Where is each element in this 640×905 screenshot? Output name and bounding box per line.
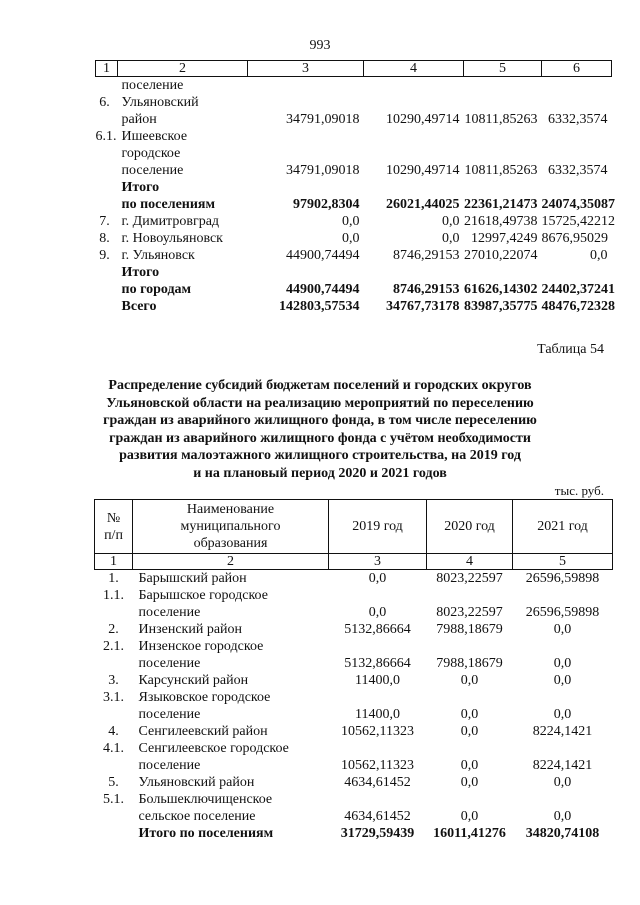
table-row [96, 128, 612, 145]
table-row [95, 808, 613, 825]
table-cell: 10290,49714 [386, 163, 460, 178]
table-cell: 12997,4249 [471, 231, 538, 246]
table-cell: 8224,1421 [532, 758, 593, 773]
title-line: Распределение субсидий бюджетам поселений и городских округов [108, 378, 532, 393]
table-row [95, 638, 613, 655]
table-cell: Барышский район [138, 571, 247, 586]
header-name [133, 500, 329, 554]
table-cell: 15725,42212 [541, 214, 615, 229]
table-cell: 26021,44025 [386, 197, 460, 212]
table-cell [95, 825, 133, 842]
table-cell: Инзенский район [138, 622, 243, 637]
table-cell: 0,0 [368, 571, 387, 586]
table-cell: 5.1. [103, 792, 124, 807]
column-number-row [95, 554, 613, 570]
table-cell [464, 128, 542, 145]
column-number: 2 [133, 554, 329, 570]
table-cell: 0,0 [342, 214, 360, 229]
table-cell [427, 740, 513, 757]
table-cell: 3.1. [103, 690, 124, 705]
column-number: 5 [464, 61, 542, 77]
title-line: и на плановый период 2020 и 2021 годов [193, 465, 447, 481]
table-cell: поселение [138, 605, 201, 620]
table-cell: 4.1. [103, 741, 124, 756]
column-number: 3 [248, 61, 364, 77]
table-cell: Ульяновский [121, 95, 199, 110]
title-line: Ульяновской области на реализацию мероприятий по переселению [106, 395, 534, 411]
table-cell [95, 655, 133, 672]
table-cell: 0,0 [460, 724, 479, 739]
table-cell: г. Ульяновск [121, 248, 195, 263]
table-cell: 27010,22074 [464, 248, 538, 263]
table-cell: 2.1. [103, 639, 124, 654]
table-cell: 0,0 [553, 656, 572, 671]
table-cell: 6. [99, 95, 110, 110]
title-line: граждан из аварийного жилищного фонда, в том числе переселению [103, 413, 537, 428]
table-cell [96, 111, 118, 128]
table-cell: 6332,3574 [548, 163, 608, 178]
table-row [96, 111, 612, 128]
table-cell: Инзенское городское [138, 639, 264, 654]
subsidy-table-continuation [95, 60, 615, 315]
table-cell: 0,0 [460, 673, 479, 688]
title-line: граждан из аварийного жилищного фонда с учётом необходимости [109, 430, 531, 446]
table-cell: 8. [99, 231, 110, 246]
table-cell: 44900,74494 [286, 248, 360, 263]
table-cell: 10290,49714 [386, 112, 460, 127]
table-row [95, 570, 613, 588]
table-cell: Итого по поселениям [138, 826, 274, 841]
table-cell: 0,0 [553, 809, 572, 824]
table-cell: поселение [138, 656, 201, 671]
table-cell [464, 264, 542, 281]
header-2020: 2020 год [427, 500, 513, 554]
table-cell: 0,0 [342, 231, 360, 246]
header-number-line: п/п [104, 527, 123, 543]
table-cell: 11400,0 [355, 673, 400, 688]
table-row [96, 230, 612, 247]
table-cell [95, 757, 133, 774]
table-cell: 8023,22597 [436, 605, 503, 620]
table-cell: Ишеевское [121, 129, 188, 144]
table-cell: Итого [121, 180, 160, 195]
table-cell: 44900,74494 [286, 282, 360, 297]
page-number: 993 [309, 38, 331, 53]
table-cell: Барышское городское [138, 588, 268, 603]
column-number: 1 [95, 554, 133, 570]
table-cell: Карсунский район [138, 673, 249, 688]
table-cell: 16011,41276 [433, 826, 506, 841]
table-cell: г. Димитровград [121, 214, 220, 229]
table-cell: 0,0 [553, 673, 572, 688]
table-cell [364, 94, 464, 111]
table-cell: городское [121, 146, 181, 161]
table-cell [96, 179, 118, 196]
table-cell: 24074,35087 [541, 197, 615, 212]
table-cell [427, 791, 513, 808]
header-name-line: муниципального [180, 519, 281, 534]
table-cell: 10562,11323 [341, 724, 414, 739]
table-cell: 26596,59898 [525, 605, 600, 620]
header-number [95, 500, 133, 554]
table-cell: 7988,18679 [436, 656, 503, 671]
table-cell: 0,0 [460, 758, 479, 773]
table-cell [329, 638, 427, 655]
header-2019: 2019 год [329, 500, 427, 554]
table-cell: 34820,74108 [525, 826, 600, 841]
table-cell: 26596,59898 [525, 571, 600, 586]
table-cell [95, 706, 133, 723]
table-cell [513, 638, 613, 655]
table-row [96, 145, 612, 162]
table-row [95, 825, 613, 842]
table-row [96, 162, 612, 179]
table-title [100, 377, 540, 482]
table-cell [513, 791, 613, 808]
table-cell [513, 689, 613, 706]
table-cell: 0,0 [553, 707, 572, 722]
table-cell [464, 77, 542, 95]
table-cell: Языковское городское [138, 690, 271, 705]
table-cell [427, 689, 513, 706]
table-row [95, 621, 613, 638]
table-cell [95, 604, 133, 621]
table-cell: Большеключищенское [138, 792, 273, 807]
table-cell: 5. [108, 775, 119, 790]
subsidy-table-54 [94, 499, 613, 842]
table-cell: 5132,86664 [344, 622, 411, 637]
table-cell: 10562,11323 [341, 758, 414, 773]
table-cell: 0,0 [442, 214, 460, 229]
table-cell: 22361,21473 [464, 197, 538, 212]
table-cell: район [121, 112, 157, 127]
table-cell: Сенгилеевский район [138, 724, 268, 739]
table-cell: 0,0 [442, 231, 460, 246]
table-cell [513, 587, 613, 604]
table-cell [542, 94, 612, 111]
column-number: 5 [513, 554, 613, 570]
table-cell: 8746,29153 [393, 282, 460, 297]
table-cell [542, 145, 612, 162]
table-cell [248, 179, 364, 196]
table-cell: 7. [99, 214, 110, 229]
table-cell [464, 145, 542, 162]
table-row [96, 298, 612, 315]
table-cell: 8746,29153 [393, 248, 460, 263]
table-label: Таблица 54 [537, 342, 604, 357]
column-number: 4 [364, 61, 464, 77]
table-cell [364, 128, 464, 145]
table-cell: 6332,3574 [548, 112, 608, 127]
table-cell [329, 791, 427, 808]
column-number-row [96, 61, 612, 77]
header-name-line: Наименование [186, 502, 275, 517]
table-row [96, 94, 612, 111]
table-row [95, 672, 613, 689]
table-cell [329, 587, 427, 604]
table-cell [329, 689, 427, 706]
table-cell: 34791,09018 [286, 112, 360, 127]
table-cell: 2. [108, 622, 119, 637]
table-row [96, 264, 612, 281]
table-cell: 11400,0 [355, 707, 400, 722]
table-cell [248, 128, 364, 145]
table-cell: 4634,61452 [344, 809, 411, 824]
table-cell: 5132,86664 [344, 656, 411, 671]
table-row [95, 757, 613, 774]
header-2021: 2021 год [513, 500, 613, 554]
table-row [95, 587, 613, 604]
table-cell [95, 808, 133, 825]
units-label: тыс. руб. [554, 483, 604, 498]
table-cell: 31729,59439 [340, 826, 415, 841]
table-cell: 6.1. [95, 129, 117, 144]
table-cell: 8676,95029 [541, 231, 608, 246]
table-cell: 34767,73178 [386, 299, 460, 314]
table-cell: 7988,18679 [436, 622, 503, 637]
table-cell: поселение [138, 707, 201, 722]
table-cell: 1.1. [103, 588, 124, 603]
table-cell [542, 264, 612, 281]
table-cell: поселение [121, 163, 184, 178]
table-cell [364, 179, 464, 196]
table-cell: 97902,8304 [293, 197, 360, 212]
table-row [95, 706, 613, 723]
header-number-line: № [106, 510, 121, 526]
table-cell: 0,0 [553, 622, 572, 637]
column-number: 6 [542, 61, 612, 77]
table-cell: г. Новоульяновск [121, 231, 223, 246]
table-row [96, 213, 612, 230]
table-cell: по городам [121, 282, 192, 297]
table-row [95, 689, 613, 706]
title-line: развития малоэтажного жилищного строительства, на 2019 год [119, 448, 521, 463]
table-cell: 0,0 [460, 775, 479, 790]
table-cell [329, 740, 427, 757]
table-cell: 10811,85263 [464, 112, 538, 127]
table-row [96, 179, 612, 196]
table-cell [542, 179, 612, 196]
table-cell: 142803,57534 [279, 299, 360, 314]
table-cell: 1. [108, 571, 119, 586]
table-cell: 0,0 [460, 707, 479, 722]
table-cell: 34791,09018 [286, 163, 360, 178]
table-cell: 3. [108, 673, 119, 688]
table-cell: Ульяновский район [138, 775, 255, 790]
table-cell [464, 94, 542, 111]
table-cell: 8224,1421 [532, 724, 593, 739]
table-cell: поселение [121, 78, 184, 93]
table-row [95, 655, 613, 672]
table-cell: 0,0 [553, 775, 572, 790]
table-row [95, 723, 613, 740]
table-row [95, 791, 613, 808]
table-cell [96, 77, 118, 95]
table-cell: 24402,37241 [541, 282, 615, 297]
table-cell: 0,0 [368, 605, 387, 620]
table-row [95, 604, 613, 621]
table-cell: 83987,35775 [464, 299, 538, 314]
table-cell: поселение [138, 758, 201, 773]
table-cell: 61626,14302 [464, 282, 538, 297]
table-cell [464, 179, 542, 196]
table-cell [364, 145, 464, 162]
table-cell [542, 128, 612, 145]
table-cell: Всего [121, 299, 157, 314]
table-cell: Сенгилеевское городское [138, 741, 289, 756]
table-cell: 10811,85263 [464, 163, 538, 178]
header-name-line: образования [193, 536, 268, 551]
column-number: 3 [329, 554, 427, 570]
table-cell [96, 162, 118, 179]
table-cell: 8023,22597 [436, 571, 503, 586]
column-number: 1 [96, 61, 118, 77]
table-cell [248, 145, 364, 162]
table-cell: 48476,72328 [541, 299, 615, 314]
table-cell [364, 264, 464, 281]
table-cell [96, 145, 118, 162]
table-cell [542, 77, 612, 95]
table-row [96, 196, 612, 213]
table-cell: сельское поселение [138, 809, 256, 824]
table-cell: 0,0 [460, 809, 479, 824]
table-row [95, 740, 613, 757]
table-row [96, 77, 612, 95]
column-number: 4 [427, 554, 513, 570]
table-cell [96, 264, 118, 281]
table-cell [513, 740, 613, 757]
column-number: 2 [118, 61, 248, 77]
table-cell: Итого [121, 265, 160, 280]
table-cell [248, 77, 364, 95]
table-cell [427, 638, 513, 655]
table-row [96, 247, 612, 264]
table-cell [427, 587, 513, 604]
table-cell [96, 281, 118, 298]
table-row [95, 774, 613, 791]
table-row [96, 281, 612, 298]
header-row [95, 500, 613, 554]
table-cell: по поселениям [121, 197, 216, 212]
table-cell [364, 77, 464, 95]
table-cell: 0,0 [590, 248, 608, 263]
table-cell: 21618,49738 [464, 214, 538, 229]
table-cell: 4634,61452 [344, 775, 411, 790]
table-cell [96, 196, 118, 213]
table-cell [248, 94, 364, 111]
table-cell: 9. [99, 248, 110, 263]
table-cell: 4. [108, 724, 119, 739]
table-cell [96, 298, 118, 315]
table-cell [248, 264, 364, 281]
